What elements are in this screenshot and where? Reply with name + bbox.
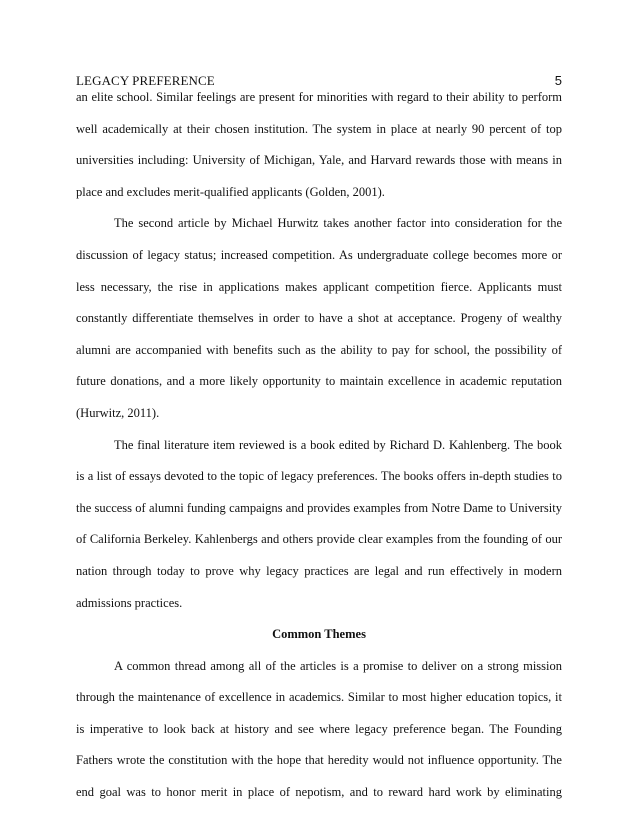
paragraph-first-line: The second article by Michael Hurwitz takes another factor into consideration for the	[114, 216, 562, 231]
text-line: future donations, and a more likely opportunity to maintain excellence in academic reputation	[76, 374, 562, 389]
text-line: an elite school. Similar feelings are present for minorities with regard to their ability to perform	[76, 90, 562, 104]
text-line: Fathers wrote the constitution with the hope that heredity would not influence opportunity. The	[76, 753, 562, 768]
section-heading: Common Themes	[272, 627, 366, 642]
text-line: the success of alumni funding campaigns and provides examples from Notre Dame to University	[76, 500, 562, 515]
text-line: end goal was to honor merit in place of nepotism, and to reward hard work by eliminating	[76, 785, 562, 800]
text-line: alumni are accompanied with benefits such as the ability to pay for school, the possibility of	[76, 342, 562, 357]
text-line: nation through today to prove why legacy practices are legal and run effectively in modern	[76, 563, 562, 578]
paragraph-first-line: A common thread among all of the articles is a promise to deliver on a strong mission	[114, 658, 562, 673]
text-line: universities including: University of Michigan, Yale, and Harvard rewards those with means in	[76, 153, 562, 168]
text-line: (Hurwitz, 2011).	[76, 405, 160, 420]
text-line: through the maintenance of excellence in academics. Similar to most higher education topics, it	[76, 690, 562, 705]
text-line: admissions practices.	[76, 595, 183, 610]
text-line: is a list of essays devoted to the topic of legacy preferences. The books offers in-depth studies to	[76, 469, 562, 484]
text-line: place and excludes merit-qualified applicants (Golden, 2001).	[76, 184, 385, 199]
text-line: less necessary, the rise in applications makes applicant competition fierce. Applicants must	[76, 279, 562, 294]
text-line: of California Berkeley. Kahlenbergs and others provide clear examples from the founding of our	[76, 532, 562, 547]
text-line: well academically at their chosen institution. The system in place at nearly 90 percent of top	[76, 121, 562, 136]
paragraph-first-line: The final literature item reviewed is a book edited by Richard D. Kahlenberg. The book	[114, 437, 562, 452]
text-line: constantly differentiate themselves in order to have a shot at acceptance. Progeny of wealthy	[76, 311, 562, 326]
running-head: LEGACY PREFERENCE	[76, 73, 215, 88]
body-text	[76, 88, 562, 815]
text-line: is imperative to look back at history and see where legacy preference began. The Founding	[76, 721, 562, 736]
page-number: 5	[554, 73, 562, 88]
text-line: discussion of legacy status; increased competition. As undergraduate college becomes more or	[76, 247, 562, 262]
